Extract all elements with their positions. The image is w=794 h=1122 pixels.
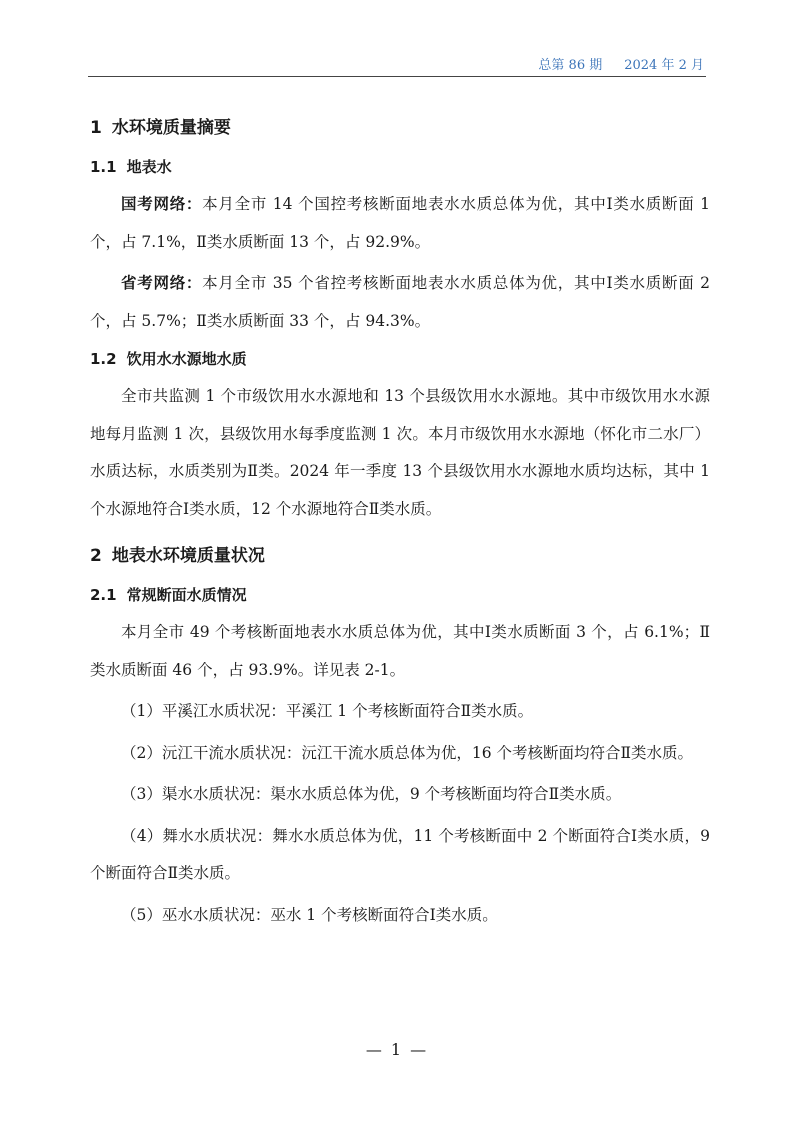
paragraph-lead: 省考网络： — [121, 274, 203, 292]
paragraph-text: 本月全市 35 个省控考核断面地表水水质总体为优，其中Ⅰ类水质断面 2 个，占 5.7%；Ⅱ类水质断面 33 个，占 94.3%。 — [90, 274, 710, 330]
section-number: 1 — [90, 118, 102, 138]
river-item: （5）巫水水质状况：巫水 1 个考核断面符合Ⅰ类水质。 — [121, 905, 498, 924]
section-heading-1-2 — [90, 340, 710, 378]
document-body — [90, 108, 710, 934]
section-heading-1 — [90, 108, 710, 148]
section-title: 饮用水水源地水质 — [126, 350, 247, 368]
section-title: 常规断面水质情况 — [126, 586, 247, 604]
issue-date: 2024 年 2 月 — [624, 58, 704, 73]
drinking-water-paragraph: 全市共监测 1 个市级饮用水水源地和 13 个县级饮用水水源地。其中市级饮用水水源地每月监测 1 次，县级饮用水每季度监测 1 次。本月市级饮用水水源地（怀化市二水厂）水质达标，水质类别为Ⅱ类。2024 年一季度 13 个县级饮用水水源地水质均达标，其中 1 个水源地符合Ⅰ类水质，12 个水源地符合Ⅱ类水质。 — [90, 387, 710, 518]
issue-number: 总第 86 期 — [538, 58, 603, 73]
section-heading-1-1 — [90, 148, 710, 186]
river-item: （3）渠水水质状况：渠水水质总体为优，9 个考核断面均符合Ⅱ类水质。 — [121, 785, 622, 803]
section-heading-2-1 — [90, 576, 710, 614]
section-heading-2 — [90, 536, 710, 576]
page-number: — 1 — — [365, 1040, 429, 1059]
section-number: 1.1 — [90, 158, 117, 176]
guokao-paragraph — [90, 186, 710, 261]
section-number: 2 — [90, 546, 102, 566]
section-title: 地表水环境质量状况 — [111, 546, 265, 566]
page-header — [538, 54, 704, 73]
river-item: （1）平溪江水质状况：平溪江 1 个考核断面符合Ⅱ类水质。 — [121, 702, 534, 720]
section-title: 地表水 — [126, 158, 172, 176]
shengkao-paragraph — [90, 265, 710, 340]
section-title: 水环境质量摘要 — [111, 118, 231, 138]
paragraph-lead: 国考网络： — [121, 195, 203, 213]
section-number: 2.1 — [90, 586, 117, 604]
paragraph-text: 本月全市 14 个国控考核断面地表水水质总体为优，其中Ⅰ类水质断面 1 个，占 7.1%，Ⅱ类水质断面 13 个，占 92.9%。 — [90, 195, 710, 251]
header-rule — [88, 76, 706, 77]
river-item: （2）沅江干流水质状况：沅江干流水质总体为优，16 个考核断面均符合Ⅱ类水质。 — [121, 743, 694, 762]
river-item: （4）舞水水质状况：舞水水质总体为优，11 个考核断面中 2 个断面符合Ⅰ类水质，9 个断面符合Ⅱ类水质。 — [90, 826, 710, 882]
overall-paragraph: 本月全市 49 个考核断面地表水水质总体为优，其中Ⅰ类水质断面 3 个，占 6.1%；Ⅱ类水质断面 46 个，占 93.9%。详见表 2-1。 — [90, 623, 710, 679]
section-number: 1.2 — [90, 350, 117, 368]
